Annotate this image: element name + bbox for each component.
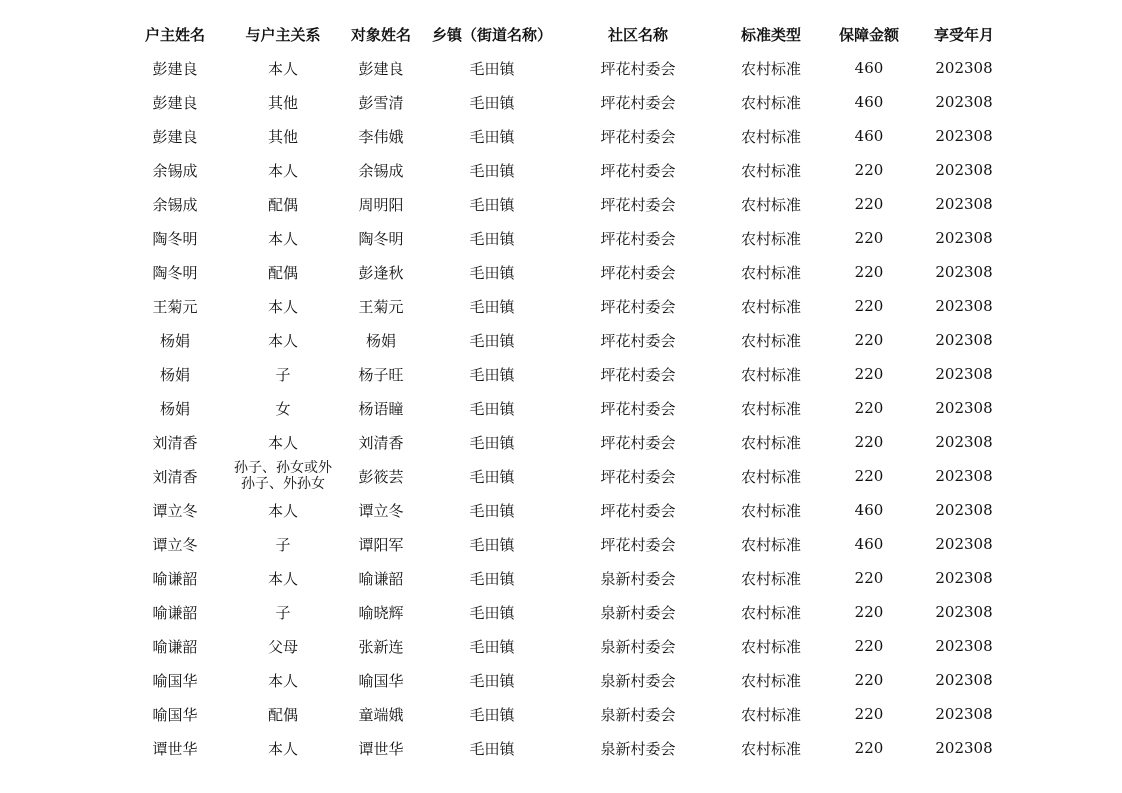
cell-household-head: 彭建良 [152,93,198,112]
table-header-row [120,17,1014,51]
cell-community: 坪花村委会 [600,161,676,180]
cell-month: 202308 [935,365,993,383]
cell-relationship: 其他 [267,127,298,146]
table-row [120,425,1014,459]
cell-relationship: 子 [275,603,291,622]
cell-community: 泉新村委会 [600,739,676,758]
cell-relationship: 配偶 [267,195,298,214]
cell-beneficiary-name: 周明阳 [358,195,404,214]
cell-amount: 220 [854,161,884,179]
cell-beneficiary-name: 谭阳军 [358,535,404,554]
cell-month: 202308 [935,501,993,519]
cell-amount: 220 [854,739,884,757]
table-row [120,663,1014,697]
cell-household-head: 杨娟 [159,331,190,350]
cell-month: 202308 [935,637,993,655]
cell-standard-type: 农村标准 [740,365,801,384]
cell-household-head: 喻谦韶 [152,603,198,622]
cell-month: 202308 [935,93,993,111]
cell-beneficiary-name: 彭筱芸 [358,467,404,486]
cell-community: 坪花村委会 [600,433,676,452]
beneficiary-table [120,17,1014,765]
table-row [120,561,1014,595]
table-row [120,51,1014,85]
cell-township: 毛田镇 [469,127,515,146]
cell-standard-type: 农村标准 [740,603,801,622]
cell-amount: 220 [854,671,884,689]
cell-beneficiary-name: 童端娥 [358,705,404,724]
header-amount: 保障金额 [838,25,899,44]
cell-standard-type: 农村标准 [740,263,801,282]
cell-beneficiary-name: 喻谦韶 [358,569,404,588]
cell-township: 毛田镇 [469,671,515,690]
cell-amount: 220 [854,297,884,315]
cell-month: 202308 [935,739,993,757]
cell-month: 202308 [935,467,993,485]
cell-month: 202308 [935,127,993,145]
cell-township: 毛田镇 [469,535,515,554]
cell-month: 202308 [935,195,993,213]
cell-standard-type: 农村标准 [740,501,801,520]
table-row [120,697,1014,731]
cell-household-head: 彭建良 [152,59,198,78]
cell-standard-type: 农村标准 [740,93,801,112]
table-row [120,323,1014,357]
table-row [120,221,1014,255]
cell-standard-type: 农村标准 [740,535,801,554]
cell-township: 毛田镇 [469,705,515,724]
cell-household-head: 杨娟 [159,399,190,418]
cell-amount: 220 [854,229,884,247]
cell-beneficiary-name: 刘清香 [358,433,404,452]
cell-community: 坪花村委会 [600,331,676,350]
table-row [120,493,1014,527]
cell-standard-type: 农村标准 [740,331,801,350]
cell-community: 坪花村委会 [600,535,676,554]
cell-township: 毛田镇 [469,297,515,316]
cell-month: 202308 [935,331,993,349]
cell-amount: 460 [854,501,884,519]
cell-township: 毛田镇 [469,399,515,418]
table-row [120,85,1014,119]
cell-community: 坪花村委会 [600,263,676,282]
cell-household-head: 余锡成 [152,195,198,214]
cell-household-head: 陶冬明 [152,229,198,248]
cell-month: 202308 [935,705,993,723]
cell-relationship: 本人 [267,739,298,758]
cell-amount: 460 [854,535,884,553]
table-row [120,187,1014,221]
table-row [120,731,1014,765]
cell-household-head: 喻国华 [152,671,198,690]
cell-community: 泉新村委会 [600,603,676,622]
cell-township: 毛田镇 [469,501,515,520]
header-beneficiary-name: 对象姓名 [350,25,411,44]
cell-township: 毛田镇 [469,59,515,78]
cell-standard-type: 农村标准 [740,739,801,758]
cell-standard-type: 农村标准 [740,569,801,588]
cell-relationship: 本人 [267,229,298,248]
cell-relationship: 子 [275,535,291,554]
cell-relationship: 本人 [267,161,298,180]
cell-beneficiary-name: 王菊元 [358,297,404,316]
cell-beneficiary-name: 彭建良 [358,59,404,78]
header-relationship: 与户主关系 [245,25,321,44]
cell-township: 毛田镇 [469,467,515,486]
table-row [120,153,1014,187]
cell-relationship [230,459,336,493]
cell-amount: 220 [854,399,884,417]
cell-relationship: 女 [275,399,291,418]
cell-household-head: 喻谦韶 [152,637,198,656]
cell-amount: 220 [854,331,884,349]
cell-household-head: 彭建良 [152,127,198,146]
cell-relationship: 本人 [267,433,298,452]
table-row [120,255,1014,289]
cell-household-head: 陶冬明 [152,263,198,282]
table-row [120,629,1014,663]
cell-beneficiary-name: 彭逢秋 [358,263,404,282]
header-community: 社区名称 [607,25,668,44]
cell-community: 坪花村委会 [600,229,676,248]
cell-month: 202308 [935,535,993,553]
table-row [120,391,1014,425]
cell-township: 毛田镇 [469,365,515,384]
cell-month: 202308 [935,569,993,587]
cell-household-head: 谭立冬 [152,501,198,520]
cell-month: 202308 [935,433,993,451]
header-month: 享受年月 [933,25,994,44]
cell-relationship: 配偶 [267,263,298,282]
cell-relationship: 本人 [267,501,298,520]
cell-standard-type: 农村标准 [740,467,801,486]
cell-relationship: 本人 [267,671,298,690]
cell-standard-type: 农村标准 [740,59,801,78]
cell-beneficiary-name: 彭雪清 [358,93,404,112]
table-row [120,357,1014,391]
cell-township: 毛田镇 [469,569,515,588]
cell-relationship: 本人 [267,331,298,350]
cell-household-head: 杨娟 [159,365,190,384]
cell-standard-type: 农村标准 [740,671,801,690]
cell-month: 202308 [935,59,993,77]
cell-community: 坪花村委会 [600,365,676,384]
cell-community: 坪花村委会 [600,467,676,486]
cell-amount: 220 [854,637,884,655]
cell-community: 泉新村委会 [600,705,676,724]
cell-township: 毛田镇 [469,161,515,180]
cell-household-head: 喻谦韶 [152,569,198,588]
table-row [120,595,1014,629]
cell-standard-type: 农村标准 [740,297,801,316]
cell-month: 202308 [935,603,993,621]
cell-township: 毛田镇 [469,433,515,452]
header-standard-type: 标准类型 [740,25,801,44]
cell-beneficiary-name: 李伟娥 [358,127,404,146]
cell-beneficiary-name: 杨娟 [365,331,396,350]
cell-relationship: 子 [275,365,291,384]
cell-township: 毛田镇 [469,739,515,758]
cell-community: 坪花村委会 [600,501,676,520]
cell-beneficiary-name: 杨子旺 [358,365,404,384]
cell-standard-type: 农村标准 [740,399,801,418]
cell-community: 泉新村委会 [600,569,676,588]
cell-household-head: 谭立冬 [152,535,198,554]
cell-community: 坪花村委会 [600,297,676,316]
cell-community: 泉新村委会 [600,671,676,690]
cell-amount: 460 [854,127,884,145]
cell-relationship: 本人 [267,569,298,588]
cell-relationship: 本人 [267,297,298,316]
cell-township: 毛田镇 [469,603,515,622]
cell-amount: 220 [854,195,884,213]
cell-beneficiary-name: 喻国华 [358,671,404,690]
cell-township: 毛田镇 [469,331,515,350]
cell-beneficiary-name: 谭世华 [358,739,404,758]
cell-amount: 220 [854,603,884,621]
cell-household-head: 刘清香 [152,433,198,452]
table-row [120,527,1014,561]
cell-amount: 460 [854,93,884,111]
cell-beneficiary-name: 陶冬明 [358,229,404,248]
cell-community: 坪花村委会 [600,399,676,418]
cell-household-head: 刘清香 [152,467,198,486]
cell-month: 202308 [935,229,993,247]
cell-amount: 220 [854,433,884,451]
cell-amount: 460 [854,59,884,77]
header-household-head: 户主姓名 [144,25,205,44]
cell-beneficiary-name: 杨语瞳 [358,399,404,418]
cell-standard-type: 农村标准 [740,705,801,724]
cell-standard-type: 农村标准 [740,161,801,180]
cell-amount: 220 [854,569,884,587]
cell-relationship: 配偶 [267,705,298,724]
cell-household-head: 谭世华 [152,739,198,758]
cell-community: 坪花村委会 [600,195,676,214]
cell-community: 坪花村委会 [600,93,676,112]
cell-amount: 220 [854,365,884,383]
cell-household-head: 喻国华 [152,705,198,724]
table-row [120,119,1014,153]
cell-month: 202308 [935,671,993,689]
cell-relationship: 其他 [267,93,298,112]
cell-beneficiary-name: 谭立冬 [358,501,404,520]
cell-household-head: 王菊元 [152,297,198,316]
cell-standard-type: 农村标准 [740,195,801,214]
cell-beneficiary-name: 余锡成 [358,161,404,180]
cell-month: 202308 [935,161,993,179]
cell-relationship: 父母 [267,637,298,656]
table-row [120,459,1014,493]
cell-standard-type: 农村标准 [740,637,801,656]
cell-community: 坪花村委会 [600,127,676,146]
cell-month: 202308 [935,399,993,417]
cell-standard-type: 农村标准 [740,433,801,452]
table-body [120,51,1014,765]
cell-amount: 220 [854,263,884,281]
cell-household-head: 余锡成 [152,161,198,180]
cell-beneficiary-name: 张新连 [358,637,404,656]
cell-township: 毛田镇 [469,637,515,656]
cell-beneficiary-name: 喻晓辉 [358,603,404,622]
cell-township: 毛田镇 [469,263,515,282]
document-page [0,17,1122,765]
cell-community: 泉新村委会 [600,637,676,656]
table-row [120,289,1014,323]
cell-township: 毛田镇 [469,93,515,112]
cell-amount: 220 [854,467,884,485]
header-township: 乡镇（街道名称） [431,25,552,44]
cell-relationship: 本人 [267,59,298,78]
cell-amount: 220 [854,705,884,723]
cell-township: 毛田镇 [469,195,515,214]
cell-township: 毛田镇 [469,229,515,248]
cell-standard-type: 农村标准 [740,229,801,248]
cell-month: 202308 [935,297,993,315]
cell-community: 坪花村委会 [600,59,676,78]
cell-month: 202308 [935,263,993,281]
cell-text: 孙子、孙女或外孙子、外孙女 [234,460,332,492]
cell-standard-type: 农村标准 [740,127,801,146]
